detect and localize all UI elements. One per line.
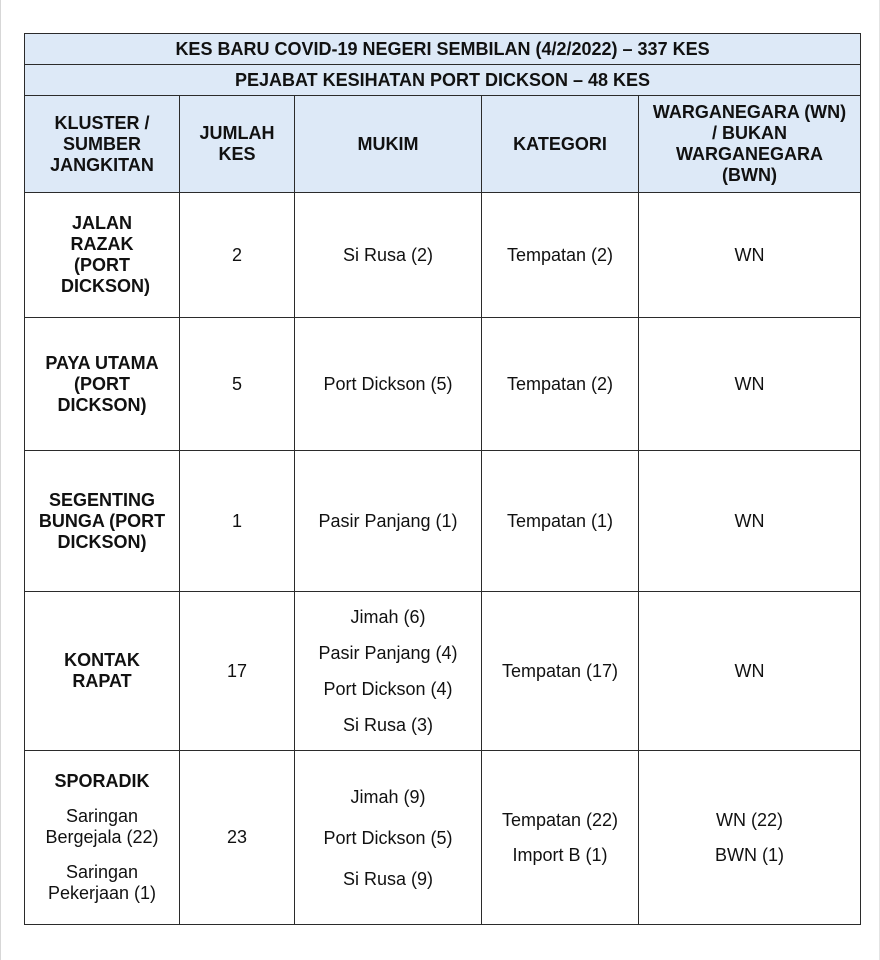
cluster-cell: PAYA UTAMA (PORT DICKSON)	[25, 318, 180, 451]
header-count: JUMLAH KES	[180, 96, 295, 193]
mukim-cell: Pasir Panjang (1)	[295, 451, 482, 592]
category-cell: Tempatan (2)	[482, 193, 639, 318]
header-citizenship: WARGANEGARA (WN) / BUKAN WARGANEGARA (BWN)	[639, 96, 861, 193]
citizenship-line: BWN (1)	[715, 845, 785, 865]
count-cell: 17	[180, 592, 295, 751]
category-cell	[482, 751, 639, 925]
cluster-cell	[25, 751, 180, 925]
cluster-cell: SEGENTING BUNGA (PORT DICKSON)	[25, 451, 180, 592]
category-cell: Tempatan (17)	[482, 592, 639, 751]
table-row	[25, 592, 861, 751]
count-cell: 2	[180, 193, 295, 318]
mukim-cell: Port Dickson (5)	[295, 318, 482, 451]
table-row	[25, 751, 861, 925]
covid-cases-table	[24, 33, 861, 925]
header-category: KATEGORI	[482, 96, 639, 193]
citizenship-line: WN (22)	[716, 810, 784, 830]
count-cell: 23	[180, 751, 295, 925]
table-row	[25, 318, 861, 451]
citizenship-cell: WN	[639, 451, 861, 592]
category-line: Tempatan (22)	[501, 810, 619, 830]
citizenship-cell: WN	[639, 318, 861, 451]
mukim-cell: Si Rusa (2)	[295, 193, 482, 318]
count-cell: 1	[180, 451, 295, 592]
subtitle-row	[25, 65, 861, 96]
table-subtitle: PEJABAT KESIHATAN PORT DICKSON – 48 KES	[25, 65, 861, 96]
mukim-line: Jimah (9)	[350, 786, 426, 807]
mukim-line: Si Rusa (3)	[342, 715, 434, 735]
mukim-line: Si Rusa (9)	[342, 868, 434, 889]
cluster-title: SPORADIK	[54, 771, 150, 791]
header-row	[25, 96, 861, 193]
mukim-cell	[295, 751, 482, 925]
mukim-line: Jimah (6)	[350, 607, 426, 627]
mukim-line: Port Dickson (4)	[323, 679, 453, 699]
category-cell: Tempatan (2)	[482, 318, 639, 451]
header-cluster: KLUSTER / SUMBER JANGKITAN	[25, 96, 180, 193]
count-cell: 5	[180, 318, 295, 451]
header-mukim: MUKIM	[295, 96, 482, 193]
mukim-line: Pasir Panjang (4)	[318, 643, 458, 663]
mukim-line: Port Dickson (5)	[323, 827, 453, 848]
table-row	[25, 193, 861, 318]
category-line: Import B (1)	[512, 845, 608, 865]
table-row	[25, 451, 861, 592]
citizenship-cell: WN	[639, 193, 861, 318]
title-row	[25, 34, 861, 65]
cluster-sub-line: Saringan Bergejala (22)	[45, 806, 159, 847]
citizenship-cell: WN	[639, 592, 861, 751]
table-title: KES BARU COVID-19 NEGERI SEMBILAN (4/2/2022) – 337 KES	[25, 34, 861, 65]
cluster-cell: KONTAK RAPAT	[25, 592, 180, 751]
cluster-cell: JALAN RAZAK (PORT DICKSON)	[25, 193, 180, 318]
cluster-sub-line: Saringan Pekerjaan (1)	[47, 862, 157, 903]
citizenship-cell	[639, 751, 861, 925]
category-cell: Tempatan (1)	[482, 451, 639, 592]
mukim-cell	[295, 592, 482, 751]
